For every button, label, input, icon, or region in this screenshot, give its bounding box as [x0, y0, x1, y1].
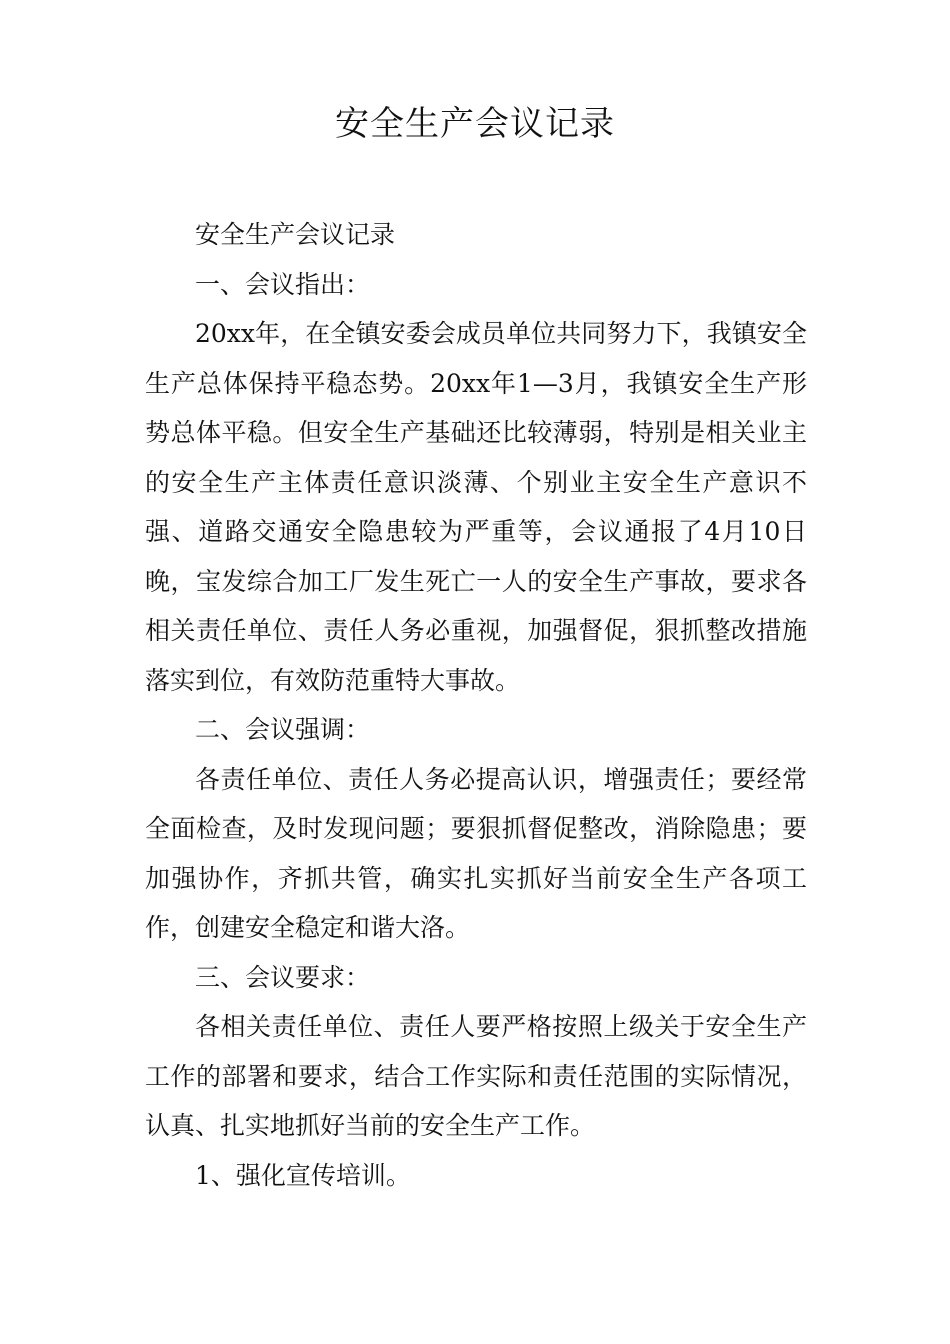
- document-title: 安全生产会议记录: [335, 104, 615, 144]
- paragraph-section-3: 各相关责任单位、责任人要严格按照上级关于安全生产工作的部署和要求，结合工作实际和责任范围的实际情况，认真、扎实地抓好当前的安全生产工作。: [145, 1012, 807, 1140]
- paragraph-section-2: 各责任单位、责任人务必提高认识，增强责任；要经常全面检查，及时发现问题；要狠抓督促整改，消除隐患；要加强协作，齐抓共管，确实扎实抓好当前安全生产各项工作，创建安全稳定和谐大洛。: [145, 764, 807, 942]
- section-heading-2: 二、会议强调：: [195, 715, 371, 744]
- document-body: [145, 210, 807, 1200]
- list-item-1: 1、强化宣传培训。: [195, 1160, 411, 1190]
- section-heading-1: 一、会议指出：: [195, 269, 371, 299]
- paragraph-section-1: 20xx年，在全镇安委会成员单位共同努力下，我镇安全生产总体保持平稳态势。20xx年1—3月，我镇安全生产形势总体平稳。但安全生产基础还比较薄弱，特别是相关业主的安全生产主体责任意识淡薄、个别业主安全生产意识不强、道路交通安全隐患较为严重等，会议通报了4月10日晚，宝发综合加工厂发生死亡一人的安全生产事故，要求各相关责任单位、责任人务必重视，加强督促，狠抓整改措施落实到位，有效防范重特大事故。: [145, 319, 807, 695]
- paragraph-subtitle: 安全生产会议记录: [195, 220, 396, 249]
- section-heading-3: 三、会议要求：: [195, 962, 371, 992]
